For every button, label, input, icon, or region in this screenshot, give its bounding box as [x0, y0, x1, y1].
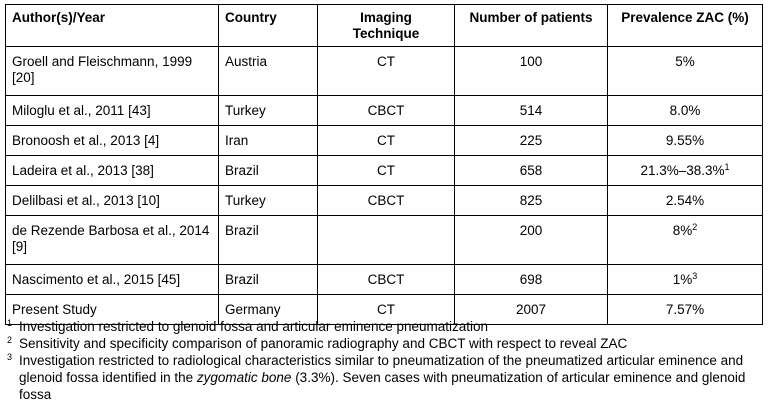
- footnote-1: [5, 318, 763, 335]
- cell-patients: 514: [455, 96, 608, 126]
- cell-technique: CT: [318, 47, 455, 96]
- cell-prevalence: [608, 186, 763, 216]
- cell-country: Iran: [219, 126, 318, 156]
- cell-author: Delilbasi et al., 2013 [10]: [6, 186, 219, 216]
- footnote-text: Investigation restricted to glenoid fossa and articular eminence pneumatization: [19, 319, 489, 334]
- table-row: [6, 126, 763, 156]
- footnote-text-after: (3.3%). Seven cases with pneumatization of articular eminence and glenoid fossa: [19, 370, 746, 402]
- footnote-marker: 3: [7, 352, 13, 362]
- cell-patients: 698: [455, 265, 608, 295]
- footnotes: [5, 318, 763, 403]
- prevalence-value: 8%: [672, 223, 693, 238]
- prevalence-value: 7.57%: [665, 302, 705, 317]
- cell-technique: CBCT: [318, 265, 455, 295]
- cell-technique: CBCT: [318, 96, 455, 126]
- cell-technique: [318, 216, 455, 265]
- footnote-text-before: Investigation restricted to radiological characteristics similar to pneumatization of the pneumatized articular eminence and glenoid fossa identified in the: [19, 353, 744, 385]
- footnote-marker: 3: [692, 271, 698, 281]
- table-row: [6, 265, 763, 295]
- table-header-row: [6, 5, 763, 47]
- cell-patients: 200: [455, 216, 608, 265]
- cell-patients: 2007: [455, 295, 608, 325]
- cell-prevalence: [608, 156, 763, 186]
- cell-author: Groell and Fleischmann, 1999 [20]: [6, 47, 219, 96]
- cell-technique: CT: [318, 156, 455, 186]
- cell-country: Turkey: [219, 186, 318, 216]
- table-row: [6, 186, 763, 216]
- cell-prevalence: [608, 216, 763, 265]
- cell-prevalence: [608, 47, 763, 96]
- cell-author: Miloglu et al., 2011 [43]: [6, 96, 219, 126]
- footnote-marker: 1: [724, 162, 730, 172]
- header-number-of-patients: Number of patients: [455, 5, 608, 47]
- cell-country: Brazil: [219, 216, 318, 265]
- prevalence-value: 2.54%: [665, 193, 705, 208]
- cell-author: Ladeira et al., 2013 [38]: [6, 156, 219, 186]
- table-row: [6, 96, 763, 126]
- cell-author: Bronoosh et al., 2013 [4]: [6, 126, 219, 156]
- prevalence-table: [5, 4, 763, 325]
- prevalence-value: 8.0%: [669, 103, 701, 118]
- cell-country: Turkey: [219, 96, 318, 126]
- cell-country: Germany: [219, 295, 318, 325]
- cell-technique: CT: [318, 295, 455, 325]
- prevalence-value: 9.55%: [665, 133, 705, 148]
- cell-country: Brazil: [219, 265, 318, 295]
- header-imaging-technique: Imaging Technique: [318, 5, 455, 47]
- footnote-text-italic: zygomatic bone: [196, 370, 292, 385]
- prevalence-value: 21.3%–38.3%: [640, 163, 725, 178]
- cell-patients: 100: [455, 47, 608, 96]
- table-row: [6, 216, 763, 265]
- cell-technique: CBCT: [318, 186, 455, 216]
- cell-author: Present Study: [6, 295, 219, 325]
- header-prevalence-zac: Prevalence ZAC (%): [608, 5, 763, 47]
- cell-prevalence: [608, 126, 763, 156]
- footnote-text: Sensitivity and specificity comparison of panoramic radiography and CBCT with respect to reveal ZAC: [19, 336, 628, 351]
- footnote-marker: 2: [692, 222, 698, 232]
- footnote-3: [5, 352, 763, 403]
- cell-prevalence: [608, 265, 763, 295]
- cell-author: de Rezende Barbosa et al., 2014 [9]: [6, 216, 219, 265]
- cell-patients: 658: [455, 156, 608, 186]
- footnote-2: [5, 335, 763, 352]
- cell-country: Austria: [219, 47, 318, 96]
- footnote-marker: 2: [7, 335, 13, 345]
- cell-prevalence: [608, 96, 763, 126]
- table-row: [6, 156, 763, 186]
- cell-author: Nascimento et al., 2015 [45]: [6, 265, 219, 295]
- cell-technique: CT: [318, 126, 455, 156]
- cell-country: Brazil: [219, 156, 318, 186]
- cell-patients: 225: [455, 126, 608, 156]
- table-row: [6, 47, 763, 96]
- prevalence-value: 5%: [675, 54, 695, 69]
- prevalence-table-container: [5, 4, 762, 325]
- footnote-marker: 1: [7, 318, 13, 328]
- header-country: Country: [219, 5, 318, 47]
- header-author-year: Author(s)/Year: [6, 5, 219, 47]
- prevalence-value: 1%: [672, 272, 693, 287]
- cell-patients: 825: [455, 186, 608, 216]
